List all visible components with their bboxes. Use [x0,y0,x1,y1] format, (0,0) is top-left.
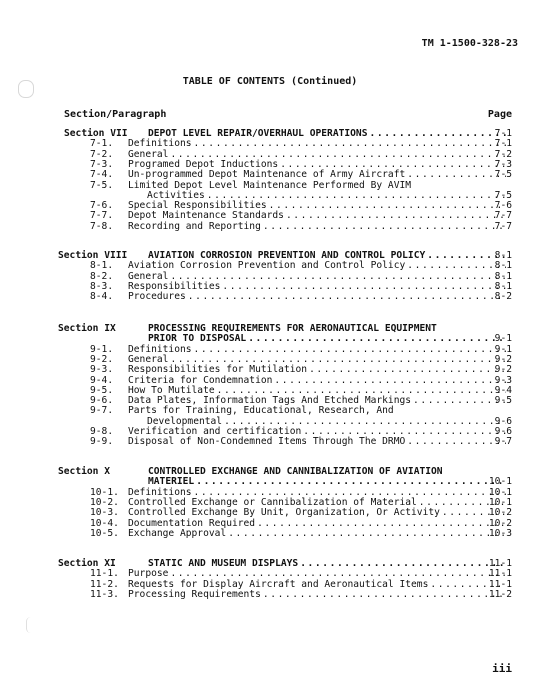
paragraph-title-wrap [128,436,506,447]
paragraph-page: 9-7 [494,436,512,448]
toc-title: TABLE OF CONTENTS (Continued) [182,76,358,87]
paragraph-number: 9-8. [90,426,114,437]
paragraph-number: 9-3. [90,364,114,376]
paragraph-title-wrap [128,589,506,600]
section-page: 11-1 [488,558,512,569]
paragraph-title: Special Responsibilities [128,200,267,212]
paragraph-page: 11-1 [488,568,512,580]
paragraph-title: Programed Depot Inductions [128,158,279,170]
column-header-section: Section/Paragraph [64,109,167,120]
paragraph-title-continued: Developmental [147,415,223,427]
page-number: iii [492,662,512,675]
paragraph-number: 7-8. [90,220,114,232]
paragraph-title: General [128,148,169,160]
paragraph-number: 9-1. [90,343,114,355]
paragraph-number: 8-4. [90,291,114,303]
paragraph-title: General [128,270,169,282]
paragraph-page: 9-6 [494,426,512,437]
paragraph-title: Parts for Training, Educational, Research, And [128,405,394,417]
paragraph-title: Processing Requirements [128,588,261,600]
paragraph-title: Requests for Display Aircraft and Aeronautical Items [128,578,429,590]
paragraph-title: Aviation Corrosion Prevention and Control Policy [128,260,406,272]
paragraph-page: 11-1 [488,578,512,590]
paragraph-title-wrap [128,221,506,232]
section-title: DEPOT LEVEL REPAIR/OVERHAUL OPERATIONS [148,128,368,139]
paragraph-number: 10-2. [90,496,119,508]
paragraph-page: 9-6 [494,415,512,427]
paragraph-page: 8-1 [494,270,512,282]
dot-leader [263,221,506,232]
dot-leader [407,436,506,447]
paragraph-number: 10-5. [90,527,119,539]
paragraph-page: 7-7 [494,220,512,232]
toc-entry[interactable] [0,528,540,539]
paragraph-number: 10-1. [90,486,119,498]
paragraph-page: 10-1 [488,486,512,498]
paragraph-number: 7-3. [90,158,114,170]
section-page: 9-1 [494,333,512,345]
paragraph-number: 9-5. [90,384,114,396]
document-id: TM 1-1500-328-23 [421,38,518,49]
paragraph-title: Documentation Required [128,517,256,529]
paragraph-number: 7-2. [90,148,114,160]
section-label: Section IX [58,323,116,334]
section-title: PROCESSING REQUIREMENTS FOR AERONAUTICAL EQUIPMENT [148,323,437,334]
paragraph-page: 7-3 [494,158,512,170]
paragraph-title: Data Plates, Information Tags And Etched Markings [128,395,412,407]
paragraph-page: 7-6 [494,200,512,212]
paragraph-title: Definitions [128,343,192,355]
paragraph-number: 8-3. [90,280,114,292]
paragraph-title: Limited Depot Level Maintenance Performed By AVIM [128,179,412,191]
section-page: 10-1 [488,476,512,488]
paragraph-title: Un-programmed Depot Maintenance of Army Aircraft [128,169,406,181]
paragraph-title-wrap [128,291,506,302]
paragraph-page: 8-1 [494,280,512,292]
paragraph-number: 7-4. [90,169,114,181]
paragraph-page: 9-2 [494,353,512,365]
paragraph-title: Exchange Approval [128,527,227,539]
paragraph-page: 7-5 [494,189,512,201]
dot-leader [188,291,506,302]
paragraph-number: 8-2. [90,270,114,282]
paragraph-title: Controlled Exchange By Unit, Organization, Or Activity [128,507,440,519]
paragraph-title: Definitions [128,486,192,498]
paragraph-number: 10-4. [90,517,119,529]
paragraph-page: 9-3 [494,374,512,386]
paragraph-page: 9-5 [494,395,512,407]
dot-leader [263,589,506,600]
section-title-continued: PRIOR TO DISPOSAL [148,333,247,345]
dot-leader [228,528,506,539]
paragraph-title: General [128,353,169,365]
paragraph-number: 9-9. [90,436,114,448]
paragraph-page: 10-3 [488,527,512,539]
toc-entry[interactable] [0,436,540,447]
paragraph-number: 9-4. [90,374,114,386]
toc-entry[interactable] [0,589,540,600]
paragraph-page: 11-2 [488,588,512,600]
paragraph-title: Responsibilities for Mutilation [128,364,308,376]
paragraph-number: 11-1. [90,568,119,580]
paragraph-page: 7-2 [494,148,512,160]
paragraph-page: 10-1 [488,496,512,508]
paragraph-page: 10-2 [488,507,512,519]
page-edge-mark [26,617,35,633]
paragraph-title: Recording and Reporting [128,220,261,232]
paragraph-number: 7-1. [90,138,114,150]
paragraph-page: 7-5 [494,169,512,181]
section-title: CONTROLLED EXCHANGE AND CANNIBALIZATION OF AVIATION [148,466,443,477]
toc-entry[interactable] [0,291,540,302]
section-label: Section VIII [58,250,128,261]
section-title: STATIC AND MUSEUM DISPLAYS [148,558,299,569]
paragraph-page: 8-1 [494,260,512,272]
paragraph-title: Responsibilities [128,280,221,292]
paragraph-title: Verification and certification [128,426,302,437]
paragraph-number: 7-7. [90,210,114,222]
paragraph-title: Depot Maintenance Standards [128,210,284,222]
section-label: Section X [58,466,110,477]
section-page: 7-1 [494,128,512,139]
paragraph-number: 7-5. [90,179,114,191]
paragraph-number: 9-6. [90,395,114,407]
paragraph-page: 9-1 [494,343,512,355]
section-title-continued: MATERIEL [148,476,195,488]
paragraph-number: 9-7. [90,405,114,417]
paragraph-number: 7-6. [90,200,114,212]
paragraph-page: 9-4 [494,384,512,396]
toc-entry[interactable] [0,221,540,232]
paragraph-title: Procedures [128,291,186,303]
section-page: 8-1 [494,250,512,261]
paragraph-title-continued: Activities [147,189,205,201]
paragraph-title: How To Mutilate [128,384,215,396]
paragraph-number: 9-2. [90,353,114,365]
paragraph-title: Disposal of Non-Condemned Items Through The DRMO [128,436,406,448]
section-label: Section VII [64,128,128,139]
paragraph-page: 9-2 [494,364,512,376]
paragraph-number: 10-3. [90,507,119,519]
paragraph-page: 7-1 [494,138,512,150]
paragraph-title: Criteria for Condemnation [128,374,273,386]
paragraph-title-wrap [128,528,506,539]
paragraph-page: 7-7 [494,210,512,222]
paragraph-number: 11-3. [90,588,119,600]
paragraph-page: 8-2 [494,291,512,303]
section-title: AVIATION CORROSION PREVENTION AND CONTROL POLICY [148,250,426,261]
paragraph-number: 11-2. [90,578,119,590]
paragraph-title: Controlled Exchange or Cannibalization of Material [128,496,417,508]
section-label: Section XI [58,558,116,569]
paragraph-title: Purpose [128,568,169,580]
column-header-page: Page [487,109,512,120]
paragraph-title: Definitions [128,138,192,150]
paragraph-number: 8-1. [90,260,114,272]
paragraph-page: 10-2 [488,517,512,529]
